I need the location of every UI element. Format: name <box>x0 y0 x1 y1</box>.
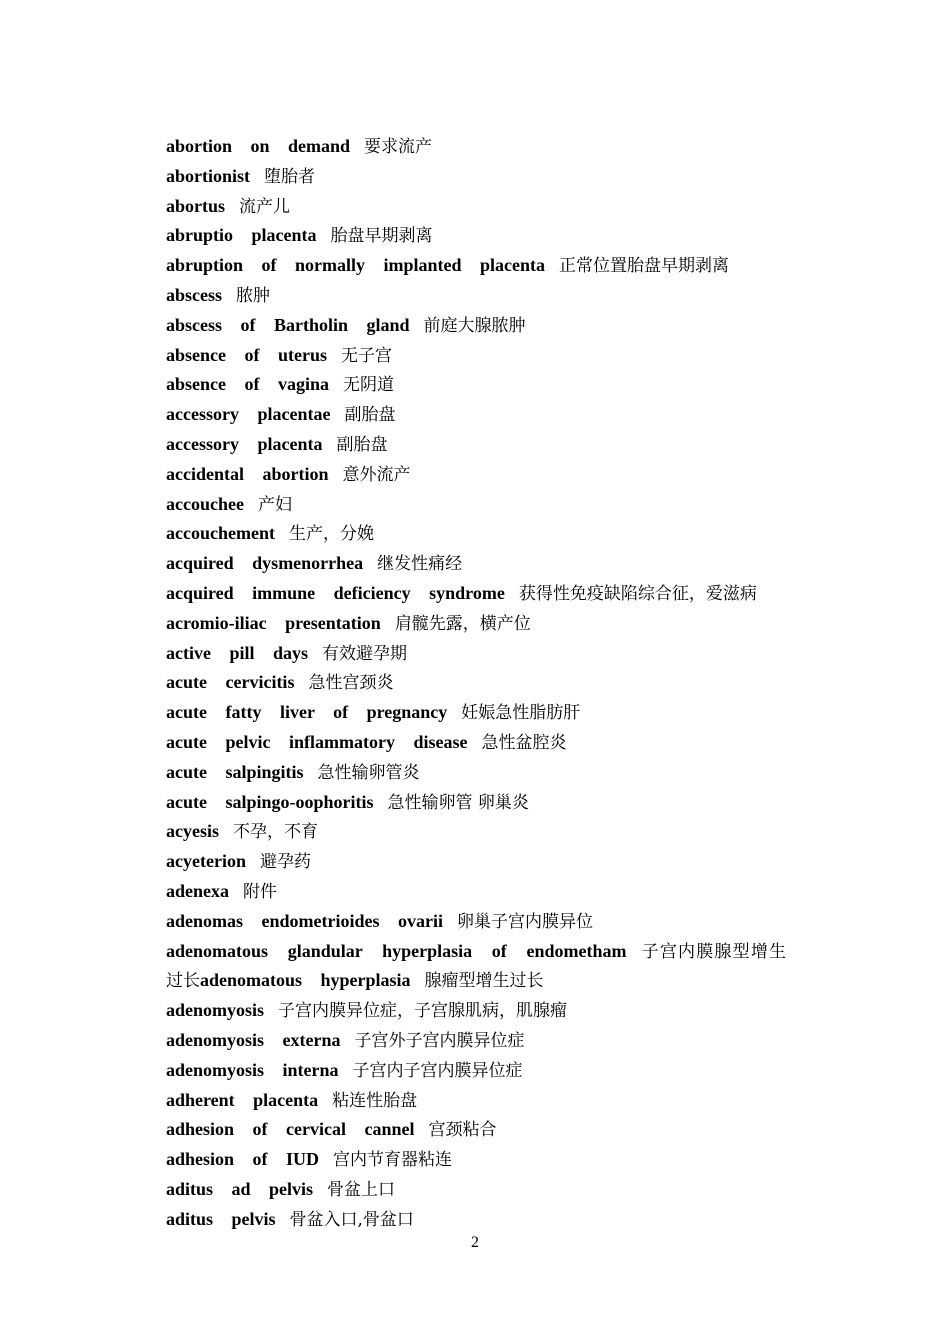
entry-translation: 脓肿 <box>236 285 271 306</box>
glossary-entry <box>166 490 786 520</box>
entry-term: acute cervicitis <box>166 672 295 693</box>
entry-translation: 子宫内膜异位症，子宫腺肌病，肌腺瘤 <box>278 1001 568 1022</box>
entry-term: abruption of normally implanted placenta <box>166 255 546 276</box>
entry-translation: 腺瘤型增生过长 <box>424 971 544 992</box>
entry-term: abscess of Bartholin gland <box>166 314 410 335</box>
entry-translation: 急性宫颈炎 <box>308 673 394 694</box>
entry-translation: 堕胎者 <box>264 166 316 187</box>
glossary-entry <box>166 1115 786 1145</box>
entry-translation: 妊娠急性脂肪肝 <box>461 703 581 724</box>
entry-translation: 骨盆上口 <box>327 1179 396 1200</box>
entry-term: acyeterion <box>166 851 246 872</box>
entry-translation: 急性盆腔炎 <box>481 732 567 753</box>
entry-translation: 急性输卵管 卵巢炎 <box>387 792 529 813</box>
entry-translation: 产妇 <box>257 494 292 515</box>
entry-term: active pill days <box>166 642 309 663</box>
glossary-entry <box>166 341 786 371</box>
glossary-entry <box>166 221 786 251</box>
entry-term: abortionist <box>166 165 251 186</box>
glossary-entry <box>166 370 786 400</box>
entry-term: abscess <box>166 284 223 305</box>
entry-term: acute fatty liver of pregnancy <box>166 702 448 723</box>
entry-translation: 避孕药 <box>259 852 311 873</box>
entry-term: adenomyosis <box>166 1000 265 1021</box>
page-number: 2 <box>471 1234 479 1251</box>
entry-translation: 意外流产 <box>342 464 411 485</box>
glossary-entry <box>166 937 786 997</box>
entry-translation: 前庭大腺脓肿 <box>423 315 526 336</box>
entry-term: acute salpingo-oophoritis <box>166 791 374 812</box>
entry-term: adenomatous hyperplasia <box>200 970 411 991</box>
glossary-entry <box>166 1026 786 1056</box>
glossary-entry <box>166 430 786 460</box>
glossary-entry <box>166 460 786 490</box>
entry-term: aditus pelvis <box>166 1208 276 1229</box>
glossary-entry <box>166 847 786 877</box>
glossary-entry <box>166 192 786 222</box>
entry-term: aditus ad pelvis <box>166 1178 314 1199</box>
entry-translation: 粘连性胎盘 <box>332 1090 418 1111</box>
glossary-entry <box>166 162 786 192</box>
entry-translation: 生产，分娩 <box>288 524 374 545</box>
entry-translation: 附件 <box>243 881 277 902</box>
glossary-entry <box>166 639 786 669</box>
entry-term: absence of uterus <box>166 344 327 365</box>
entry-term: adherent placenta <box>166 1089 319 1110</box>
entry-translation: 宫颈粘合 <box>428 1120 497 1141</box>
entry-term: acromio-iliac presentation <box>166 612 381 633</box>
glossary-entry <box>166 251 786 281</box>
entry-term: absence of vagina <box>166 374 329 395</box>
glossary-entry <box>166 579 786 609</box>
entry-translation: 肩髋先露，横产位 <box>394 613 531 634</box>
entry-translation: 副胎盘 <box>336 434 388 455</box>
entry-translation: 子宫内膜腺型增生过长 <box>166 941 787 992</box>
entry-translation: 副胎盘 <box>344 405 396 426</box>
entry-term: acute salpingitis <box>166 761 304 782</box>
entry-translation: 子宫外子宫内膜异位症 <box>354 1030 525 1051</box>
glossary-entry <box>166 877 786 907</box>
glossary-entry <box>166 1205 786 1235</box>
glossary-entry <box>166 758 786 788</box>
entry-term: adenexa <box>166 880 229 901</box>
entry-term: adenomyosis externa <box>166 1029 341 1050</box>
entry-translation: 不孕，不育 <box>233 822 318 843</box>
entry-translation: 卵巢子宫内膜异位 <box>457 911 593 932</box>
entry-translation: 宫内节育器粘连 <box>333 1150 453 1171</box>
glossary-entry <box>166 132 786 162</box>
entry-translation: 正常位置胎盘早期剥离 <box>559 256 730 277</box>
glossary-entry <box>166 1175 786 1205</box>
entry-term: adhesion of cervical cannel <box>166 1119 415 1140</box>
entry-term: accouchee <box>166 493 244 514</box>
entry-term: adenomyosis interna <box>166 1059 339 1080</box>
entry-translation: 急性输卵管炎 <box>317 762 420 783</box>
entry-translation: 要求流产 <box>364 137 433 157</box>
entry-term: abortion on demand <box>166 136 351 156</box>
glossary-entry <box>166 907 786 937</box>
entry-term: accessory placentae <box>166 404 331 425</box>
glossary-entry <box>166 1145 786 1175</box>
entry-translation: 有效避孕期 <box>322 643 408 664</box>
entry-term: abortus <box>166 195 226 216</box>
glossary-entry <box>166 1086 786 1116</box>
glossary-entry <box>166 609 786 639</box>
glossary-entry <box>166 728 786 758</box>
entry-term: accouchement <box>166 523 275 544</box>
entry-term: abruptio placenta <box>166 225 317 246</box>
glossary-list <box>166 132 786 1234</box>
entry-translation: 骨盆入口,骨盆口 <box>289 1209 414 1230</box>
entry-term: acquired dysmenorrhea <box>166 553 364 574</box>
glossary-entry <box>166 1056 786 1086</box>
entry-term: accessory placenta <box>166 433 323 454</box>
glossary-entry <box>166 311 786 341</box>
glossary-entry <box>166 281 786 311</box>
entry-translation: 胎盘早期剥离 <box>330 226 433 247</box>
entry-term: adhesion of IUD <box>166 1149 320 1170</box>
glossary-entry <box>166 549 786 579</box>
glossary-entry <box>166 788 786 818</box>
entry-translation: 获得性免疫缺陷综合征，爱滋病 <box>518 583 757 604</box>
glossary-entry <box>166 519 786 549</box>
entry-term: acyesis <box>166 821 219 842</box>
entry-term: adenomas endometrioides ovarii <box>166 910 443 931</box>
glossary-entry <box>166 400 786 430</box>
entry-translation: 继发性痛经 <box>377 554 463 575</box>
entry-translation: 子宫内子宫内膜异位症 <box>352 1060 523 1081</box>
entry-translation: 无阴道 <box>343 375 394 396</box>
entry-term: accidental abortion <box>166 463 329 484</box>
entry-translation: 流产儿 <box>239 196 291 217</box>
entry-term: acute pelvic inflammatory disease <box>166 731 468 752</box>
glossary-entry <box>166 698 786 728</box>
glossary-entry <box>166 668 786 698</box>
entry-translation: 无子宫 <box>341 345 392 366</box>
entry-term: adenomatous glandular hyperplasia of endometham <box>166 940 627 961</box>
glossary-entry <box>166 996 786 1026</box>
glossary-entry <box>166 817 786 847</box>
entry-term: acquired immune deficiency syndrome <box>166 582 505 603</box>
